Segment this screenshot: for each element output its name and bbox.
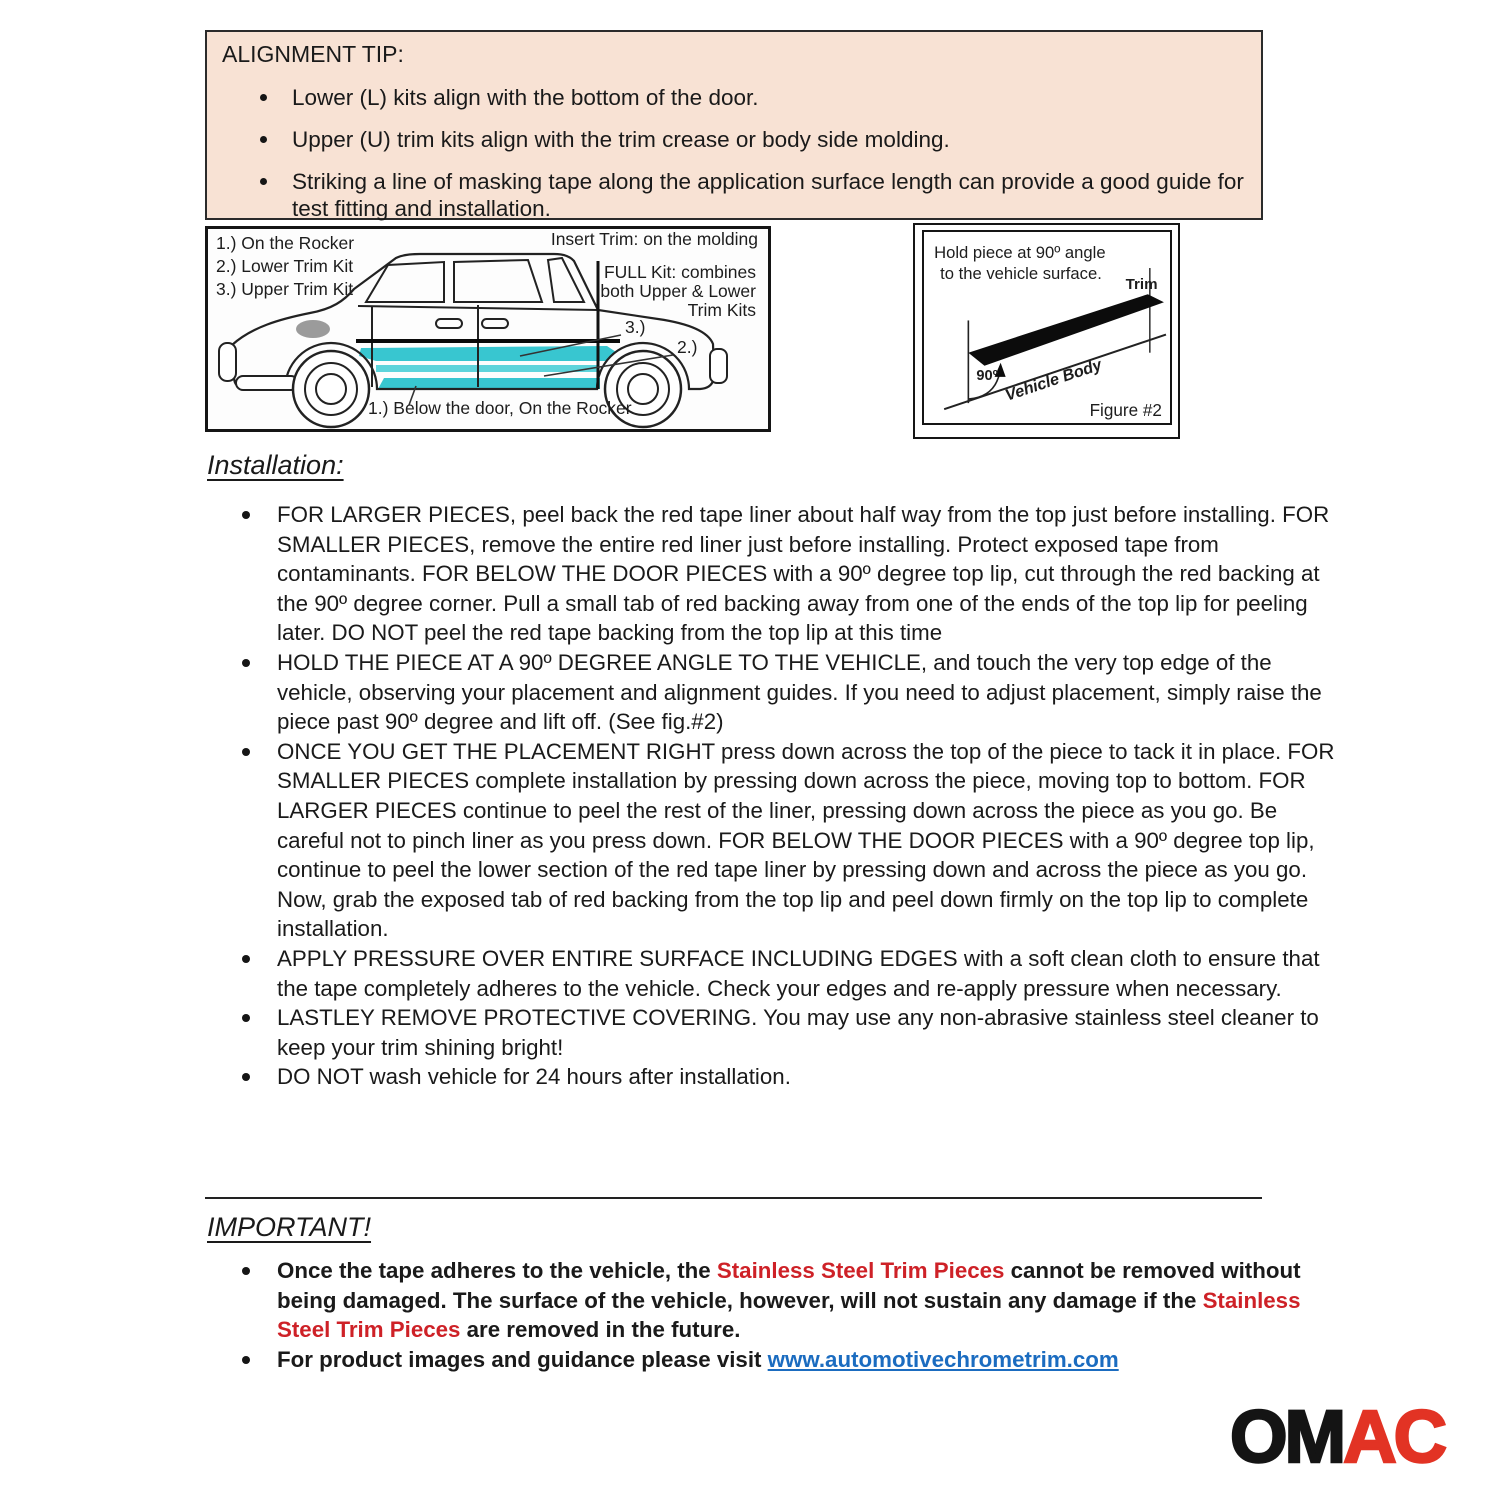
- website-link[interactable]: www.automotivechrometrim.com: [767, 1346, 1119, 1372]
- alignment-tip-box: [205, 30, 1263, 220]
- below-door-label: 1.) Below the door, On the Rocker: [368, 398, 632, 418]
- installation-heading: Installation:: [207, 450, 344, 480]
- important-highlight: Stainless Steel Trim Pieces: [277, 1287, 1301, 1343]
- important-note-text: For product images and guidance please visit: [277, 1346, 768, 1372]
- alignment-tip-item-text: Striking a line of masking tape along the application surface length can provide a good guide for test fitting and installation.: [292, 169, 1244, 221]
- car-trim-drawing: [208, 229, 768, 429]
- important-note-text: are removed in the future.: [460, 1317, 741, 1343]
- insert-trim-label: Insert Trim: on the molding: [550, 229, 758, 249]
- omac-logo-red-part: AC: [1343, 1395, 1445, 1478]
- lower-trim-band: [376, 365, 597, 372]
- upper-trim-band: [359, 346, 616, 361]
- full-kit-label-line-2: both Upper & Lower: [600, 281, 756, 301]
- callout-2-label: 2.): [677, 337, 698, 357]
- car-legend-line-3: 3.) Upper Trim Kit: [216, 279, 354, 299]
- car-legend-line-2: 2.) Lower Trim Kit: [216, 256, 354, 276]
- installation-step: LASTLEY REMOVE PROTECTIVE COVERING. You may use any non-abrasive stainless steel cleaner to keep your trim shining bright!: [277, 1003, 1339, 1062]
- hood-shadow: [296, 320, 330, 338]
- figure2-inner-frame: [922, 230, 1172, 425]
- callout-3-label: 3.): [625, 317, 646, 337]
- installation-steps-list: [205, 500, 1339, 1092]
- rear-bumper: [710, 349, 727, 383]
- alignment-tip-item: [292, 84, 1261, 111]
- figure2-caption-line-2: to the vehicle surface.: [940, 264, 1102, 284]
- important-note-text: Once the tape adheres to the vehicle, the: [277, 1258, 717, 1283]
- full-kit-label-line-3: Trim Kits: [687, 300, 756, 320]
- installation-step: DO NOT wash vehicle for 24 hours after installation.: [277, 1062, 1339, 1092]
- installation-step: ONCE YOU GET THE PLACEMENT RIGHT press down across the top of the piece to tack it in place. FOR SMALLER PIECES complete installation by pressing down across the piece, moving top to bottom. FOR LARGER PIECES continue to peel the rest of the liner, pressing down across the piece as you go. Be careful not to pinch liner as you press down. FOR BELOW THE DOOR PIECES with a 90º degree top lip, continue to peel the lower section of the red tape liner by pressing down and across the piece as you go. Now, grab the exposed tab of red backing from the top lip and peel down firmly on the top lip to complete installation.: [277, 737, 1339, 944]
- front-wheel: [293, 351, 369, 427]
- figure2-drawing: [924, 232, 1170, 423]
- important-note: [277, 1345, 1325, 1375]
- omac-logo-black-part: OM: [1230, 1395, 1344, 1478]
- section-divider: [205, 1197, 1262, 1199]
- front-bumper: [219, 343, 236, 381]
- figure2-box: [913, 223, 1180, 439]
- angle-90-label: 90º: [976, 367, 999, 384]
- alignment-tip-list: [207, 84, 1261, 222]
- figure2-caption: Figure #2: [1089, 400, 1162, 421]
- installation-step: APPLY PRESSURE OVER ENTIRE SURFACE INCLUDING EDGES with a soft clean cloth to ensure that the tape completely adheres to the vehicle. Check your edges and re-apply pressure when necessary.: [277, 944, 1339, 1003]
- alignment-tip-title: ALIGNMENT TIP:: [222, 41, 404, 67]
- important-note-text: cannot be removed without being damaged. The surface of the vehicle, however, will not sustain any damage if the: [277, 1258, 1301, 1313]
- important-heading: IMPORTANT!: [207, 1212, 372, 1242]
- figure2-caption-line-1: Hold piece at 90º angle: [934, 242, 1106, 262]
- rocker-trim-band: [378, 378, 600, 389]
- front-lower-bumper: [236, 376, 298, 390]
- installation-step: HOLD THE PIECE AT A 90º DEGREE ANGLE TO THE VEHICLE, and touch the very top edge of the vehicle, observing your placement and alignment guides. If you need to adjust placement, simply raise the piece past 90º degree and lift off. (See fig.#2): [277, 648, 1339, 737]
- trim-piece-shape: [968, 294, 1164, 366]
- installation-step: FOR LARGER PIECES, peel back the red tape liner about half way from the top just before installing. FOR SMALLER PIECES, remove the entire red liner just before installing. Protect exposed tape from contaminants. FOR BELOW THE DOOR PIECES with a 90º degree top lip, cut through the red backing at the 90º degree corner. Pull a small tab of red backing away from one of the ends of the top lip for peeling later. DO NOT peel the red tape backing from the top lip at this time: [277, 500, 1339, 648]
- important-note: [277, 1256, 1325, 1345]
- alignment-tip-item: [292, 126, 1261, 153]
- omac-logo: [1230, 1394, 1444, 1479]
- car-trim-diagram: [205, 226, 771, 432]
- car-legend-line-1: 1.) On the Rocker: [216, 233, 355, 253]
- important-notes-list: [205, 1256, 1325, 1374]
- full-kit-label-line-1: FULL Kit: combines: [603, 262, 756, 282]
- alignment-tip-item-text: Lower (L) kits align with the bottom of the door.: [292, 85, 759, 110]
- trim-label: Trim: [1125, 276, 1158, 294]
- alignment-tip-item-text: Upper (U) trim kits align with the trim crease or body side molding.: [292, 127, 950, 152]
- important-highlight: Stainless Steel Trim Pieces: [716, 1258, 1005, 1283]
- vehicle-body-label: Vehicle Body: [1002, 355, 1105, 405]
- alignment-tip-item: [292, 168, 1261, 222]
